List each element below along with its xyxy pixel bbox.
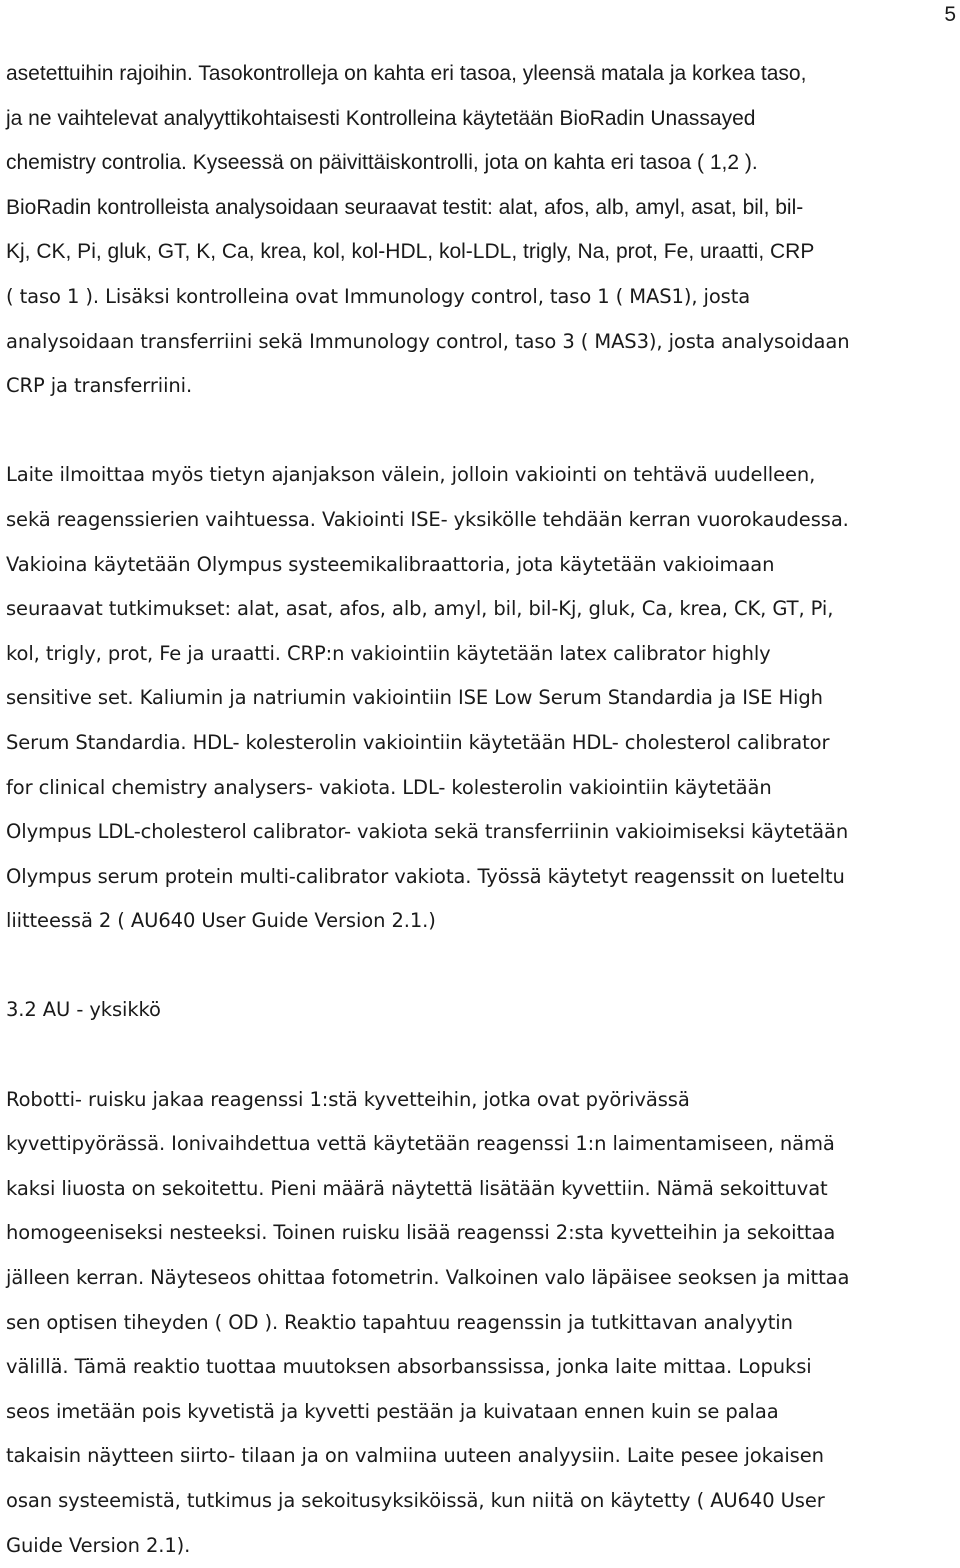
paragraph-au-unit: [6, 1078, 958, 1568]
text-line: sekä reagenssierien vaihtuessa. Vakiointi ISE- yksikölle tehdään kerran vuorokaudessa.: [6, 507, 849, 531]
paragraph-spacer: [6, 409, 958, 454]
text-line: ja ne vaihtelevat analyyttikohtaisesti Kontrolleina käytetään BioRadin Unassayed: [6, 106, 756, 130]
text-line: homogeeniseksi nesteeksi. Toinen ruisku lisää reagenssi 2:sta kyvetteihin ja sekoittaa: [6, 1221, 836, 1245]
text-line-rest: Lisäksi kontrolleina ovat Immunology control, taso 1 ( MAS1), josta: [99, 284, 751, 308]
text-line: asetettuihin rajoihin. Tasokontrolleja on kahta eri tasoa, yleensä matala ja korkea taso,: [6, 62, 807, 85]
paragraph-spacer: [6, 944, 958, 989]
text-line: kyvettipyörässä. Ionivaihdettua vettä käytetään reagenssi 1:n laimentamiseen, nämä: [6, 1132, 835, 1156]
text-line: [6, 275, 958, 320]
text-line: Guide Version 2.1).: [6, 1533, 191, 1557]
text-line: Olympus LDL-cholesterol calibrator- vakiota sekä transferriinin vakioimiseksi käytetään: [6, 820, 849, 844]
text-line: seuraavat tutkimukset: alat, asat, afos, alb, amyl, bil, bil-Kj, gluk, Ca, krea, CK, GT, Pi,: [6, 597, 834, 621]
text-line: Robotti- ruisku jakaa reagenssi 1:stä kyvetteihin, jotka ovat pyörivässä: [6, 1087, 690, 1111]
text-line: välillä. Tämä reaktio tuottaa muutoksen absorbanssissa, jonka laite mittaa. Lopuksi: [6, 1355, 812, 1379]
text-line-start: ( taso 1 ).: [6, 284, 100, 308]
text-line: liitteessä 2 ( AU640 User Guide Version 2.1.): [6, 909, 436, 933]
text-line: jälleen kerran. Näyteseos ohittaa fotometrin. Valkoinen valo läpäisee seoksen ja mittaa: [6, 1266, 850, 1290]
document-body: [6, 52, 958, 1568]
page-number: 5: [944, 3, 956, 26]
text-line: BioRadin kontrolleista analysoidaan seuraavat testit: alat, afos, alb, amyl, asat, bil, bil-: [6, 195, 804, 219]
paragraph-calibration: [6, 453, 958, 944]
text-line: kol, trigly, prot, Fe ja uraatti. CRP:n vakiointiin käytetään latex calibrator highly: [6, 641, 771, 665]
text-line: Laite ilmoittaa myös tietyn ajanjakson välein, jolloin vakiointi on tehtävä uudelleen,: [6, 463, 816, 487]
text-line: sen optisen tiheyden ( OD ). Reaktio tapahtuu reagenssin ja tutkittavan analyytin: [6, 1310, 793, 1334]
paragraph-quality-control: [6, 52, 958, 409]
text-line: kaksi liuosta on sekoitettu. Pieni määrä näytettä lisätään kyvettiin. Nämä sekoittuvat: [6, 1176, 828, 1200]
text-line: Kj, CK, Pi, gluk, GT, K, Ca, krea, kol, kol-HDL, kol-LDL, trigly, Na, prot, Fe, uraatti, CRP: [6, 240, 815, 264]
text-line: Vakioina käytetään Olympus systeemikalibraattoria, jota käytetään vakioimaan: [6, 552, 775, 576]
section-heading: [6, 988, 958, 1033]
text-line: CRP ja transferriini.: [6, 374, 193, 398]
paragraph-spacer: [6, 1033, 958, 1078]
text-line: Olympus serum protein multi-calibrator vakiota. Työssä käytetyt reagenssit on lueteltu: [6, 864, 845, 888]
text-line: analysoidaan transferriini sekä Immunology control, taso 3 ( MAS3), josta analysoidaan: [6, 329, 850, 353]
text-line: osan systeemistä, tutkimus ja sekoitusyksiköissä, kun niitä on käytetty ( AU640 User: [6, 1489, 825, 1512]
text-line: takaisin näytteen siirto- tilaan ja on valmiina uuteen analyysiin. Laite pesee jokaisen: [6, 1444, 824, 1468]
text-line: seos imetään pois kyvetistä ja kyvetti pestään ja kuivataan ennen kuin se palaa: [6, 1399, 779, 1423]
text-line: sensitive set. Kaliumin ja natriumin vakiointiin ISE Low Serum Standardia ja ISE High: [6, 686, 823, 710]
text-line: chemistry controlia. Kyseessä on päivittäiskontrolli, jota on kahta eri tasoa ( 1,2 ).: [6, 151, 758, 175]
text-line: Serum Standardia. HDL- kolesterolin vakiointiin käytetään HDL- cholesterol calibrator: [6, 730, 830, 754]
text-line: for clinical chemistry analysers- vakiota. LDL- kolesterolin vakiointiin käytetään: [6, 775, 772, 799]
section-heading-text: 3.2 AU - yksikkö: [6, 998, 161, 1022]
